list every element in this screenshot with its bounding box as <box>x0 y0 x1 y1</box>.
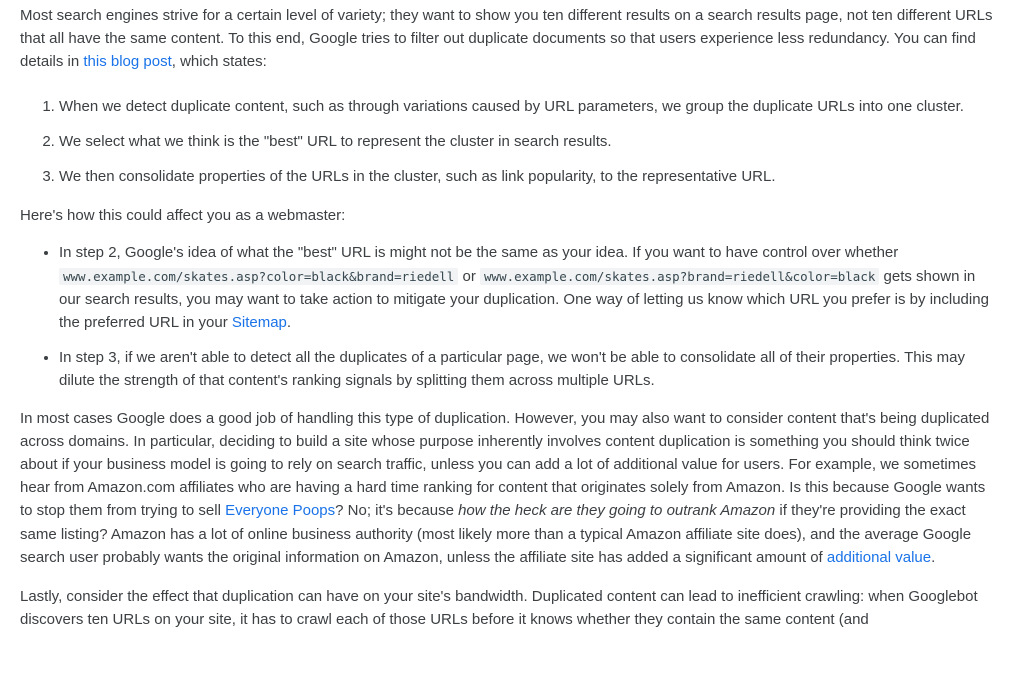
cross-domain-text-1: In most cases Google does a good job of handling this type of duplication. However, you may also want to consider content that's being duplicated across domains. In particular, deciding to build a site whose purpose inherently involves content duplication is something you should think twice about if your business model is going to rely on search traffic, unless you can add a lot of additional value for users. For example, we sometimes hear from Amazon.com affiliates who are having a hard time ranking for content that originates solely from Amazon. Is this because Google wants to stop them from trying to sell <box>20 409 990 520</box>
effect-item-2: • In step 3, if we aren't able to detect all the duplicates of a particular page, we won't be able to consolidate all of their properties. This may dilute the strength of that content's ranking signals by splitting them across multiple URLs. <box>59 346 995 392</box>
additional-value-link[interactable]: additional value <box>826 548 932 566</box>
step-item-2: 2. We select what we think is the "best" URL to represent the cluster in search results. <box>59 130 995 153</box>
sitemap-link[interactable]: Sitemap <box>231 314 287 332</box>
cross-domain-text-4: . <box>931 548 936 566</box>
example-url-2: www.example.com/skates.asp?brand=riedell&color=black <box>480 268 879 285</box>
article-body <box>20 4 995 631</box>
effect-item-1 <box>59 241 995 334</box>
webmaster-intro: Here's how this could affect you as a webmaster: <box>20 207 346 225</box>
bandwidth-paragraph: Lastly, consider the effect that duplication can have on your site's bandwidth. Duplicated content can lead to inefficient crawling: when Googlebot discovers ten URLs on your site, it has to crawl each of those URLs before it knows whether they contain the same content (and <box>20 588 978 629</box>
cross-domain-text-3: if they're providing the exact same listing? Amazon has a lot of online business authority (most likely more than a typical Amazon affiliate site does), and the average Google search user probably wants the original information on Amazon, unless the affiliate site has added a significant amount of <box>20 502 972 566</box>
cross-domain-paragraph <box>20 407 995 569</box>
effect-1-text-3: gets shown in our search results, you may want to take action to mitigate your duplication. One way of letting us know which URL you prefer is by including the preferred URL in your <box>59 267 989 332</box>
intro-text-before-link: Most search engines strive for a certain level of variety; they want to show you ten different results on a search results page, not ten different URLs that all have the same content. To this end, Google tries to filter out duplicate documents so that users experience less redundancy. You can find details in <box>20 7 993 71</box>
webmaster-effects-list <box>20 241 995 392</box>
step-item-3: 3. We then consolidate properties of the URLs in the cluster, such as link popularity, to the representative URL. <box>59 165 995 188</box>
intro-text-after-link: , which states: <box>171 53 267 71</box>
intro-paragraph <box>20 4 995 74</box>
effect-1-text-4: . <box>286 314 292 332</box>
step-item-1: 1. When we detect duplicate content, such as through variations caused by URL parameters, we group the duplicate URLs into one cluster. <box>59 95 995 118</box>
duplicate-handling-steps <box>20 95 995 189</box>
cross-domain-text-2: ? No; it's because <box>335 502 459 520</box>
example-url-1: www.example.com/skates.asp?color=black&brand=riedell <box>59 268 458 285</box>
everyone-poops-link[interactable]: Everyone Poops <box>225 502 336 520</box>
blog-post-link[interactable]: this blog post <box>83 53 172 71</box>
cross-domain-emphasis: how the heck are they going to outrank Amazon <box>458 502 776 520</box>
effect-1-text-1: In step 2, Google's idea of what the "best" URL is might not be the same as your idea. If you want to have control over whether <box>59 244 899 262</box>
effect-1-text-2: or <box>458 267 481 285</box>
